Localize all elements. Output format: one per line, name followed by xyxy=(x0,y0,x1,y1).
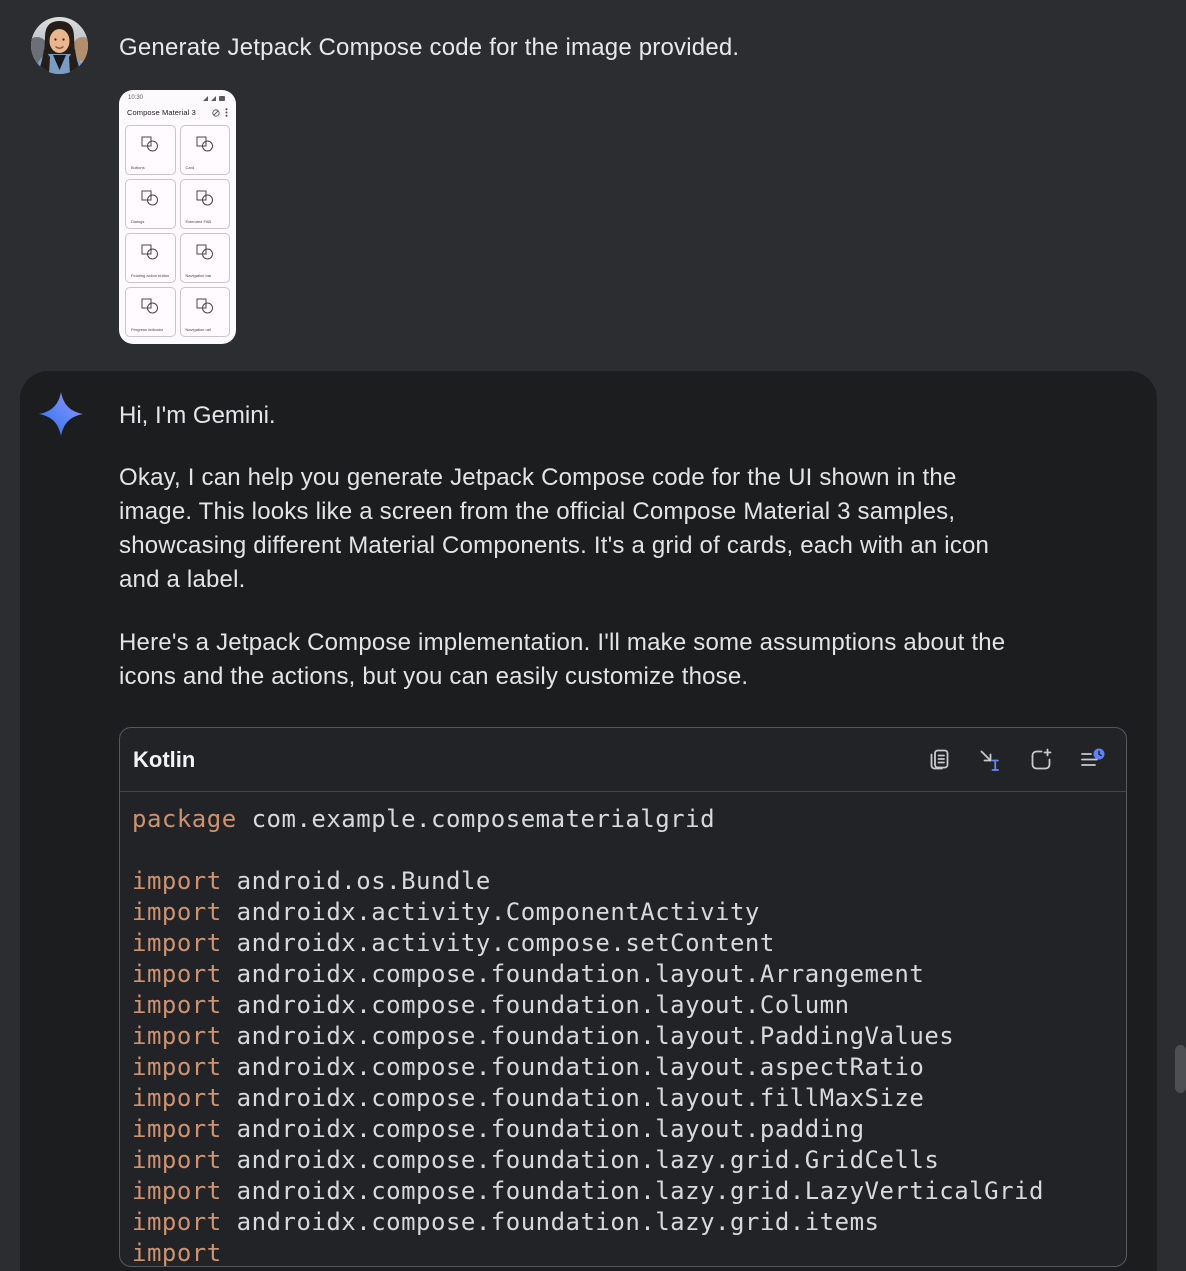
code-text xyxy=(132,836,147,864)
thumb-status-icons xyxy=(203,95,227,101)
model-response-card xyxy=(20,371,1157,1271)
code-keyword: import xyxy=(132,991,222,1019)
code-body xyxy=(120,792,1126,1269)
code-text: androidx.compose.foundation.lazy.grid.GridCells xyxy=(221,1146,940,1174)
code-keyword: import xyxy=(132,929,222,957)
user-message: Generate Jetpack Compose code for the image provided. xyxy=(119,34,740,61)
square-circle-icon xyxy=(140,136,160,152)
code-line xyxy=(132,959,1114,990)
code-text: androidx.compose.foundation.layout.aspectRatio xyxy=(221,1053,925,1081)
code-line xyxy=(132,804,1114,835)
code-text: androidx.compose.foundation.layout.Column xyxy=(221,991,850,1019)
thumb-component-card xyxy=(125,233,176,283)
thumb-component-card xyxy=(125,179,176,229)
square-circle-icon xyxy=(140,298,160,314)
code-text: androidx.compose.foundation.layout.Arrangement xyxy=(221,960,925,988)
code-keyword: import xyxy=(132,898,222,926)
thumb-component-card xyxy=(125,287,176,337)
thumb-card-grid xyxy=(119,119,236,337)
theme-toggle-icon xyxy=(212,109,220,117)
response-paragraph xyxy=(119,626,1129,694)
code-keyword: import xyxy=(132,867,222,895)
new-file-icon[interactable] xyxy=(1027,746,1055,774)
response-paragraph xyxy=(119,461,1129,597)
user-avatar[interactable] xyxy=(31,17,88,74)
user-avatar-photo xyxy=(31,17,88,74)
paragraph-line: Here's a Jetpack Compose implementation. I'll make some assumptions about the xyxy=(119,629,1006,656)
code-keyword: import xyxy=(132,1084,222,1112)
thumb-component-card xyxy=(180,179,231,229)
code-keyword: import xyxy=(132,1146,222,1174)
insert-at-cursor-icon[interactable] xyxy=(976,746,1004,774)
code-keyword: import xyxy=(132,1053,222,1081)
thumb-card-label: Navigation rail xyxy=(185,327,211,332)
square-circle-icon xyxy=(140,190,160,206)
history-icon[interactable] xyxy=(1078,746,1106,774)
code-line xyxy=(132,835,1114,866)
paragraph-line: image. This looks like a screen from the official Compose Material 3 samples, xyxy=(119,498,956,525)
square-circle-icon xyxy=(140,244,160,260)
thumb-component-card xyxy=(180,287,231,337)
code-keyword: import xyxy=(132,1115,222,1143)
code-block xyxy=(119,727,1127,1267)
scrollbar-thumb[interactable] xyxy=(1175,1045,1186,1093)
code-toolbar xyxy=(925,746,1106,774)
code-line xyxy=(132,1238,1114,1269)
code-language-label: Kotlin xyxy=(133,746,196,772)
code-line xyxy=(132,1114,1114,1145)
code-keyword: import xyxy=(132,960,222,988)
greeting-text: Hi, I'm Gemini. xyxy=(119,402,276,429)
code-line xyxy=(132,1052,1114,1083)
thumb-card-label: Dialogs xyxy=(131,219,145,224)
code-keyword: import xyxy=(132,1177,222,1205)
thumb-card-label: Progress indicator xyxy=(131,327,164,332)
code-text: android.os.Bundle xyxy=(221,867,491,895)
thumb-app-title: Compose Material 3 xyxy=(127,108,196,117)
code-text: androidx.compose.foundation.layout.fillMaxSize xyxy=(221,1084,925,1112)
code-text: androidx.compose.foundation.lazy.grid.items xyxy=(221,1208,880,1236)
code-text: androidx.activity.compose.setContent xyxy=(221,929,775,957)
square-circle-icon xyxy=(195,244,215,260)
square-circle-icon xyxy=(195,190,215,206)
code-text: androidx.compose.foundation.lazy.grid.LazyVerticalGrid xyxy=(221,1177,1044,1205)
code-line xyxy=(132,1021,1114,1052)
code-text: androidx.compose.foundation.layout.PaddingValues xyxy=(221,1022,955,1050)
code-line xyxy=(132,990,1114,1021)
square-circle-icon xyxy=(195,298,215,314)
code-line xyxy=(132,866,1114,897)
overflow-menu-icon xyxy=(225,108,228,117)
code-line xyxy=(132,1176,1114,1207)
paragraph-line: showcasing different Material Components. It's a grid of cards, each with an icon xyxy=(119,532,990,559)
copy-icon[interactable] xyxy=(925,746,953,774)
code-line xyxy=(132,928,1114,959)
square-circle-icon xyxy=(195,136,215,152)
thumb-component-card xyxy=(180,125,231,175)
code-line xyxy=(132,1207,1114,1238)
code-keyword: import xyxy=(132,1239,222,1267)
paragraph-line: and a label. xyxy=(119,566,246,593)
code-text: androidx.compose.foundation.layout.padding xyxy=(221,1115,865,1143)
battery-icon xyxy=(219,96,225,101)
code-line xyxy=(132,1083,1114,1114)
gemini-sparkle-icon xyxy=(38,391,84,437)
code-line xyxy=(132,1145,1114,1176)
thumb-card-label: Navigation bar xyxy=(185,273,212,278)
code-keyword: import xyxy=(132,1022,222,1050)
thumb-card-label: Floating action button xyxy=(131,273,170,278)
code-text: androidx.activity.ComponentActivity xyxy=(221,898,760,926)
code-text: com.example.composematerialgrid xyxy=(236,805,716,833)
paragraph-line: icons and the actions, but you can easily customize those. xyxy=(119,663,749,690)
thumb-component-card xyxy=(125,125,176,175)
paragraph-line: Okay, I can help you generate Jetpack Compose code for the UI shown in the xyxy=(119,464,957,491)
code-keyword: package xyxy=(132,805,237,833)
thumb-status-time: 10:30 xyxy=(128,95,144,101)
attachment-thumbnail[interactable] xyxy=(119,90,236,344)
thumb-card-label: Buttons xyxy=(131,165,145,170)
thumb-component-card xyxy=(180,233,231,283)
code-line xyxy=(132,897,1114,928)
code-block-header xyxy=(120,728,1126,792)
wifi-icon xyxy=(203,96,208,101)
thumb-card-label: Card xyxy=(185,165,195,170)
signal-icon xyxy=(211,96,216,101)
code-keyword: import xyxy=(132,1208,222,1236)
thumb-card-label: Extended FAB xyxy=(185,219,212,224)
